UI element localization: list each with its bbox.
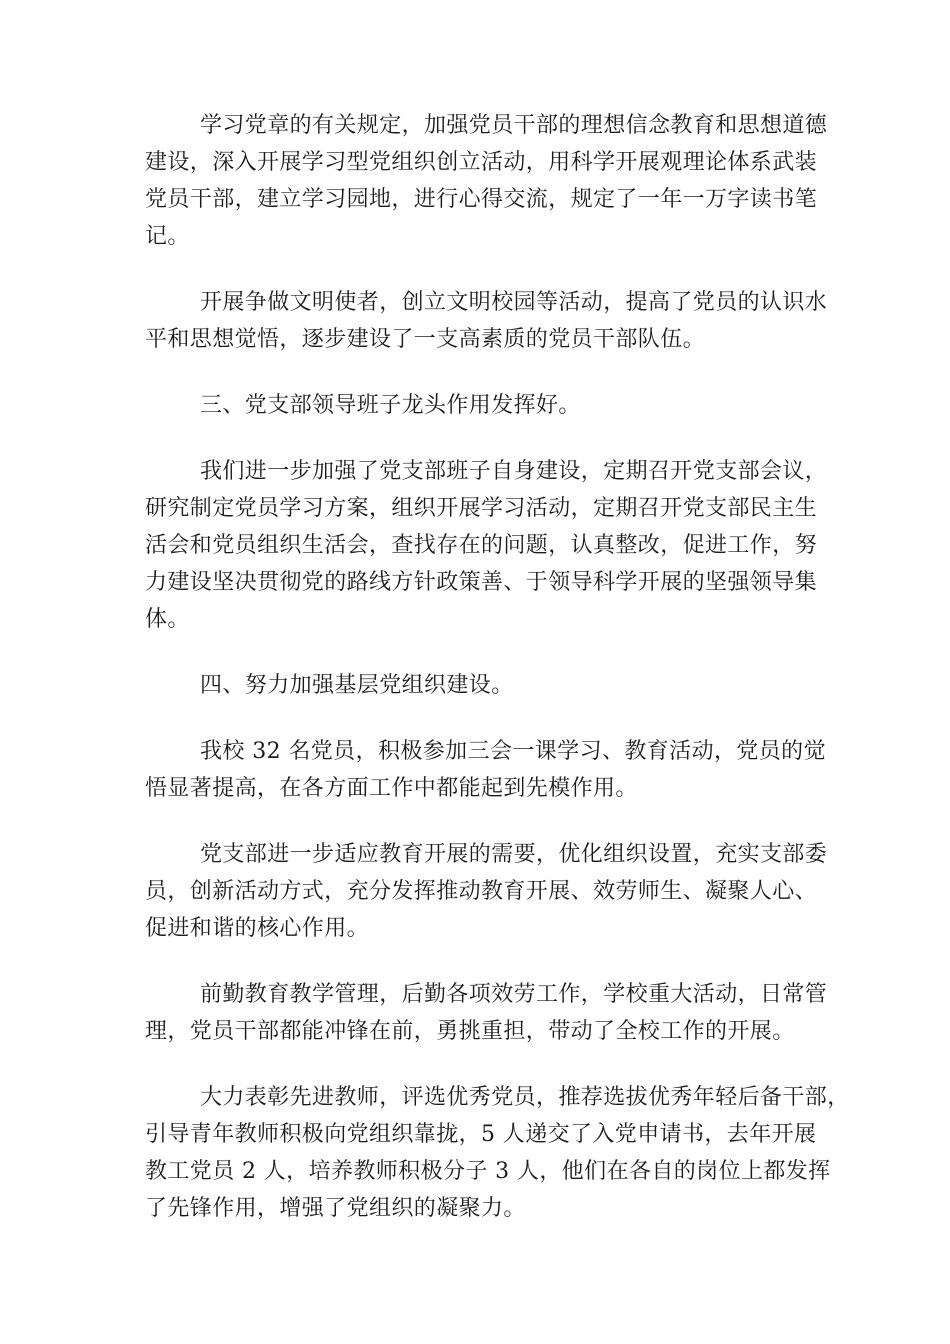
text-line: 悟显著提高，在各方面工作中都能起到先模作用。 — [145, 776, 638, 801]
paragraph-civility-campaign — [145, 284, 828, 358]
section-heading-four — [145, 667, 825, 704]
text-line: 教工党员 2 人，培养教师积极分子 3 人，他们在各自的岗位上都发挥 — [145, 1159, 831, 1184]
text-line: 党支部进一步适应教育开展的需要，优化组织设置，充实支部委 — [200, 842, 828, 867]
text-line: 引导青年教师积极向党组织靠拢，5 人递交了入党申请书，去年开展 — [145, 1122, 817, 1147]
section-heading-three — [145, 387, 825, 424]
text-line: 开展争做文明使者，创立文明校园等活动，提高了党员的认识水 — [200, 290, 828, 315]
text-line: 建设，深入开展学习型党组织创立活动，用科学开展观理论体系武装 — [145, 150, 818, 175]
text-line: 促进和谐的核心作用。 — [145, 916, 370, 941]
text-line: 党员干部，建立学习园地，进行心得交流，规定了一年一万字读书笔 — [145, 187, 818, 212]
text-line: 员，创新活动方式，充分发挥推动教育开展、效劳师生、凝聚人心、 — [145, 879, 818, 904]
text-line: 记。 — [145, 224, 190, 249]
heading-text: 四、努力加强基层党组织建设。 — [200, 673, 514, 698]
paragraph-commendation — [145, 1079, 850, 1227]
text-line: 力建设坚决贯彻党的路线方针政策善、于领导科学开展的坚强领导集 — [145, 570, 818, 595]
text-line: 活会和党员组织生活会，查找存在的问题，认真整改，促进工作，努 — [145, 533, 818, 558]
paragraph-party-constitution-study — [145, 107, 828, 255]
text-line: 理，党员干部都能冲锋在前，勇挑重担，带动了全校工作的开展。 — [145, 1019, 795, 1044]
text-line: 我们进一步加强了党支部班子自身建设，定期召开党支部会议， — [200, 459, 828, 484]
text-line: 大力表彰先进教师，评选优秀党员，推荐选拔优秀年轻后备干部， — [200, 1085, 850, 1110]
text-line: 体。 — [145, 607, 190, 632]
text-line: 我校 32 名党员，积极参加三会一课学习、教育活动，党员的觉 — [200, 739, 826, 764]
text-line: 前勤教育教学管理，后勤各项效劳工作，学校重大活动，日常管 — [200, 982, 828, 1007]
paragraph-branch-leadership — [145, 453, 828, 638]
text-line: 了先锋作用，增强了党组织的凝聚力。 — [145, 1196, 526, 1221]
paragraph-party-members — [145, 733, 825, 807]
text-line: 研究制定党员学习方案，组织开展学习活动，定期召开党支部民主生 — [145, 496, 818, 521]
paragraph-organization-setup — [145, 836, 828, 947]
document-body — [145, 107, 850, 1256]
paragraph-work-management — [145, 976, 828, 1050]
text-line: 平和思想觉悟，逐步建设了一支高素质的党员干部队伍。 — [145, 327, 706, 352]
text-line: 学习党章的有关规定，加强党员干部的理想信念教育和思想道德 — [200, 113, 828, 138]
heading-text: 三、党支部领导班子龙头作用发挥好。 — [200, 393, 581, 418]
